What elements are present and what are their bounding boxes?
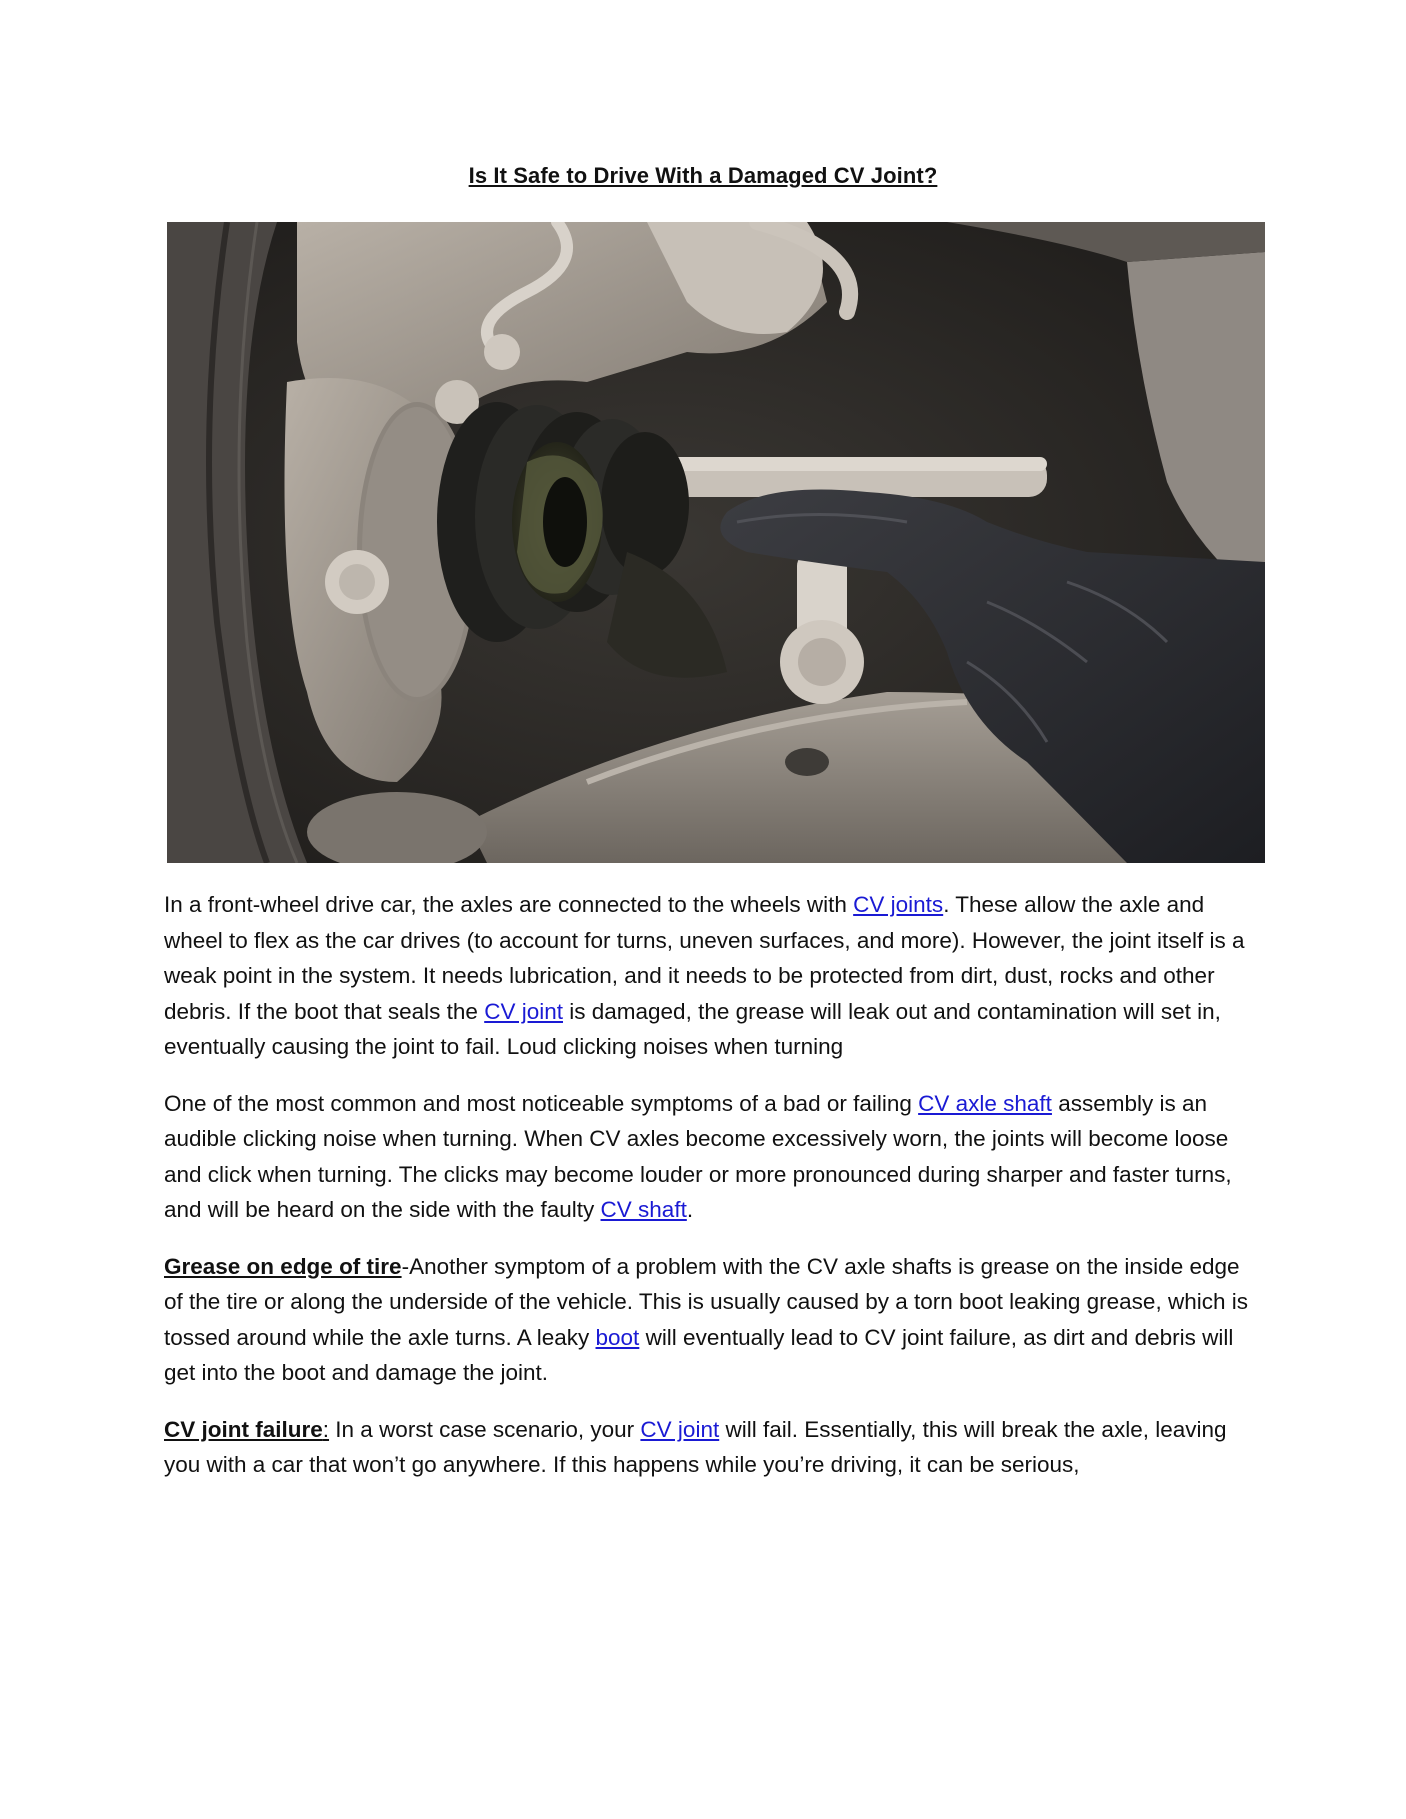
paragraph-clicking-noise — [164, 1086, 1254, 1228]
paragraph-text: will fail. Essentially, this will break the axle, leaving you with a car that won’t go anywhere. If this happens while you’re driving, it can be serious, — [164, 1416, 1227, 1477]
paragraph-joint-failure — [164, 1412, 1254, 1483]
paragraph-text: In a front-wheel drive car, the axles are connected to the wheels with — [164, 892, 854, 917]
cv-joint-photo — [167, 222, 1265, 863]
boot-link[interactable]: boot — [595, 1324, 640, 1350]
paragraph-text: One of the most common and most noticeable symptoms of a bad or failing — [164, 1090, 919, 1116]
paragraph-text: . — [686, 1197, 694, 1222]
cv-axle-shaft-link[interactable]: CV axle shaft — [918, 1090, 1052, 1116]
cv-joint-link[interactable]: CV joint — [484, 998, 563, 1024]
paragraph-text: is damaged, the grease will leak out and contamination will set in, eventually causing the joint to fail. Loud clicking noises when turning — [164, 998, 1221, 1059]
paragraph-text: assembly is an audible clicking noise when turning. When CV axles become excessively worn, the joints will become loose and click when turning. The clicks may become louder or more pronounced during sharper and faster turns, and will be heard on the side with the faulty — [164, 1090, 1232, 1222]
paragraph-text: will eventually lead to CV joint failure, as dirt and debris will get into the boot and damage the joint. — [164, 1324, 1234, 1385]
paragraph-grease — [164, 1249, 1254, 1391]
term-grease-on-tire: Grease on edge of tire — [164, 1253, 402, 1279]
cv-shaft-link[interactable]: CV shaft — [600, 1197, 687, 1222]
paragraph-text: . These allow the axle and wheel to flex as the car drives (to account for turns, uneven surfaces, and more). However, the joint itself is a weak point in the system. It needs lubrication, and it needs to be protected from dirt, dust, rocks and other debris. If the boot that seals the — [164, 892, 1245, 1024]
article-title: Is It Safe to Drive With a Damaged CV Joint? — [468, 163, 938, 188]
term-colon: : — [322, 1416, 330, 1442]
cv-joints-link[interactable]: CV joints — [853, 892, 944, 917]
paragraph-intro — [164, 887, 1254, 1065]
paragraph-text: -Another symptom of a problem with the CV axle shafts is grease on the inside edge of the tire or along the underside of the vehicle. This is usually caused by a torn boot leaking grease, which is tossed around while the axle turns. A leaky — [164, 1253, 1248, 1350]
article-body — [164, 887, 1254, 1504]
cv-joint-link[interactable]: CV joint — [640, 1416, 720, 1442]
paragraph-text: In a worst case scenario, your — [329, 1416, 641, 1442]
term-cv-joint-failure: CV joint failure — [164, 1416, 323, 1442]
